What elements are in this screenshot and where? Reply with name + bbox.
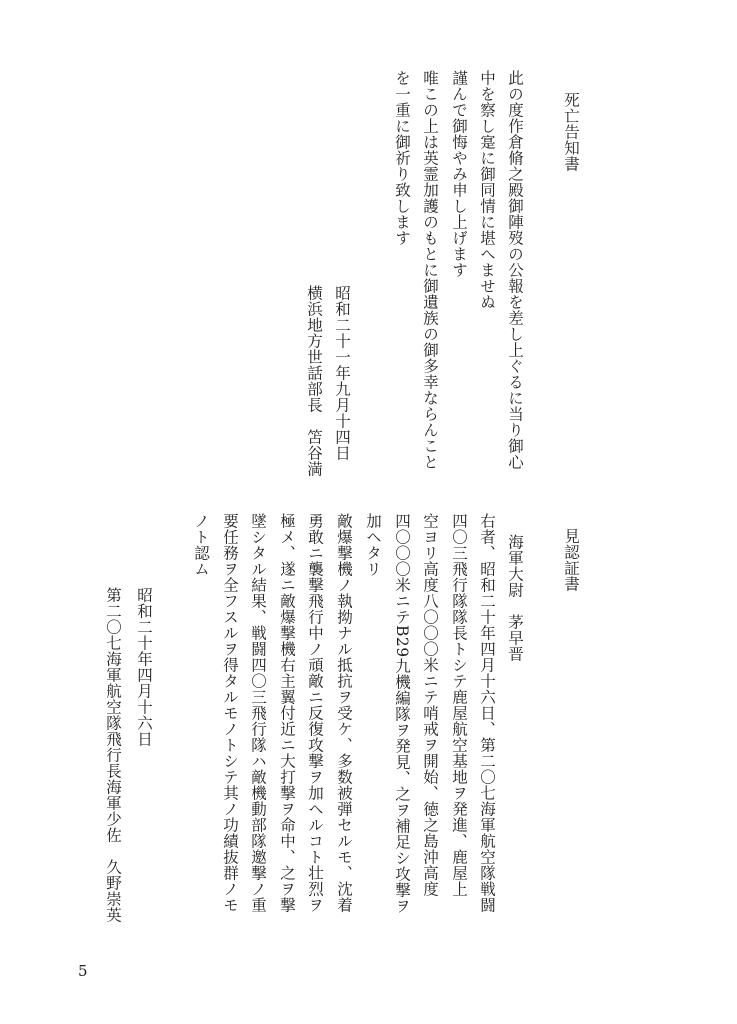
- certificate-body-line: 右者、昭和二十年四月十六日、第二〇七海軍航空隊戦闘: [478, 513, 496, 913]
- notice-body-line: 中を察し寔に御同情に堪へませぬ: [478, 70, 496, 310]
- certificate-body-line: 空ヨリ高度八〇〇〇米ニテ哨戒ヲ開始、徳之島沖高度: [421, 513, 439, 897]
- notice-body-line: 唯この上は英霊加護のもとに御遺族の御多幸ならんこと: [421, 70, 439, 470]
- notice-body-line: 此の度作倉脩之殿御陣歿の公報を差し上ぐるに当り御心: [506, 70, 524, 470]
- notice-signature: 横浜地方世話部長 笘谷満: [305, 285, 323, 477]
- certificate-body-line: 極メ、遂ニ敵爆撃機右主翼付近ニ大打撃ヲ命中、之ヲ撃: [278, 513, 296, 913]
- certificate-body-line: 勇敢ニ襲撃飛行中ノ頑敵ニ反復攻撃ヲ加ヘルコト壮烈ヲ: [306, 513, 324, 913]
- notice-title: 死亡告知書: [562, 92, 580, 172]
- certificate-body-line: 四〇三飛行隊隊長トシテ鹿屋航空基地ヲ発進、鹿屋上: [450, 513, 468, 897]
- certificate-body-line: ノト認ム: [192, 513, 210, 577]
- certificate-body-line: 要任務ヲ全フスルヲ得タルモノトシテ其ノ功績抜群ノモ: [221, 513, 239, 913]
- certificate-body-line: 墜シタル結果、戦闘四〇三飛行隊ハ敵機動部隊邀撃ノ重: [249, 513, 267, 913]
- certificate-body-line: 四〇〇〇米ニテB29九機編隊ヲ発見、之ヲ補足シ攻撃ヲ: [393, 513, 411, 914]
- certificate-date: 昭和二十年四月十六日: [135, 587, 153, 747]
- notice-body-line: を一重に御祈り致します: [393, 70, 411, 246]
- certificate-subject: 海軍大尉 茅早晋: [506, 534, 524, 662]
- notice-date: 昭和二十一年九月十四日: [333, 285, 351, 461]
- certificate-body-line: 加ヘタリ: [364, 513, 382, 577]
- page-number: 5: [78, 962, 88, 980]
- certificate-title: 見認証書: [562, 528, 580, 592]
- certificate-signature: 第二〇七海軍航空隊飛行長海軍少佐 久野崇英: [104, 587, 122, 923]
- certificate-body-line: 敵爆撃機ノ執拗ナル抵抗ヲ受ケ、多数被弾セルモ、沈着: [335, 513, 353, 913]
- notice-body-line: 謹んで御悔やみ申し上げます: [450, 70, 468, 278]
